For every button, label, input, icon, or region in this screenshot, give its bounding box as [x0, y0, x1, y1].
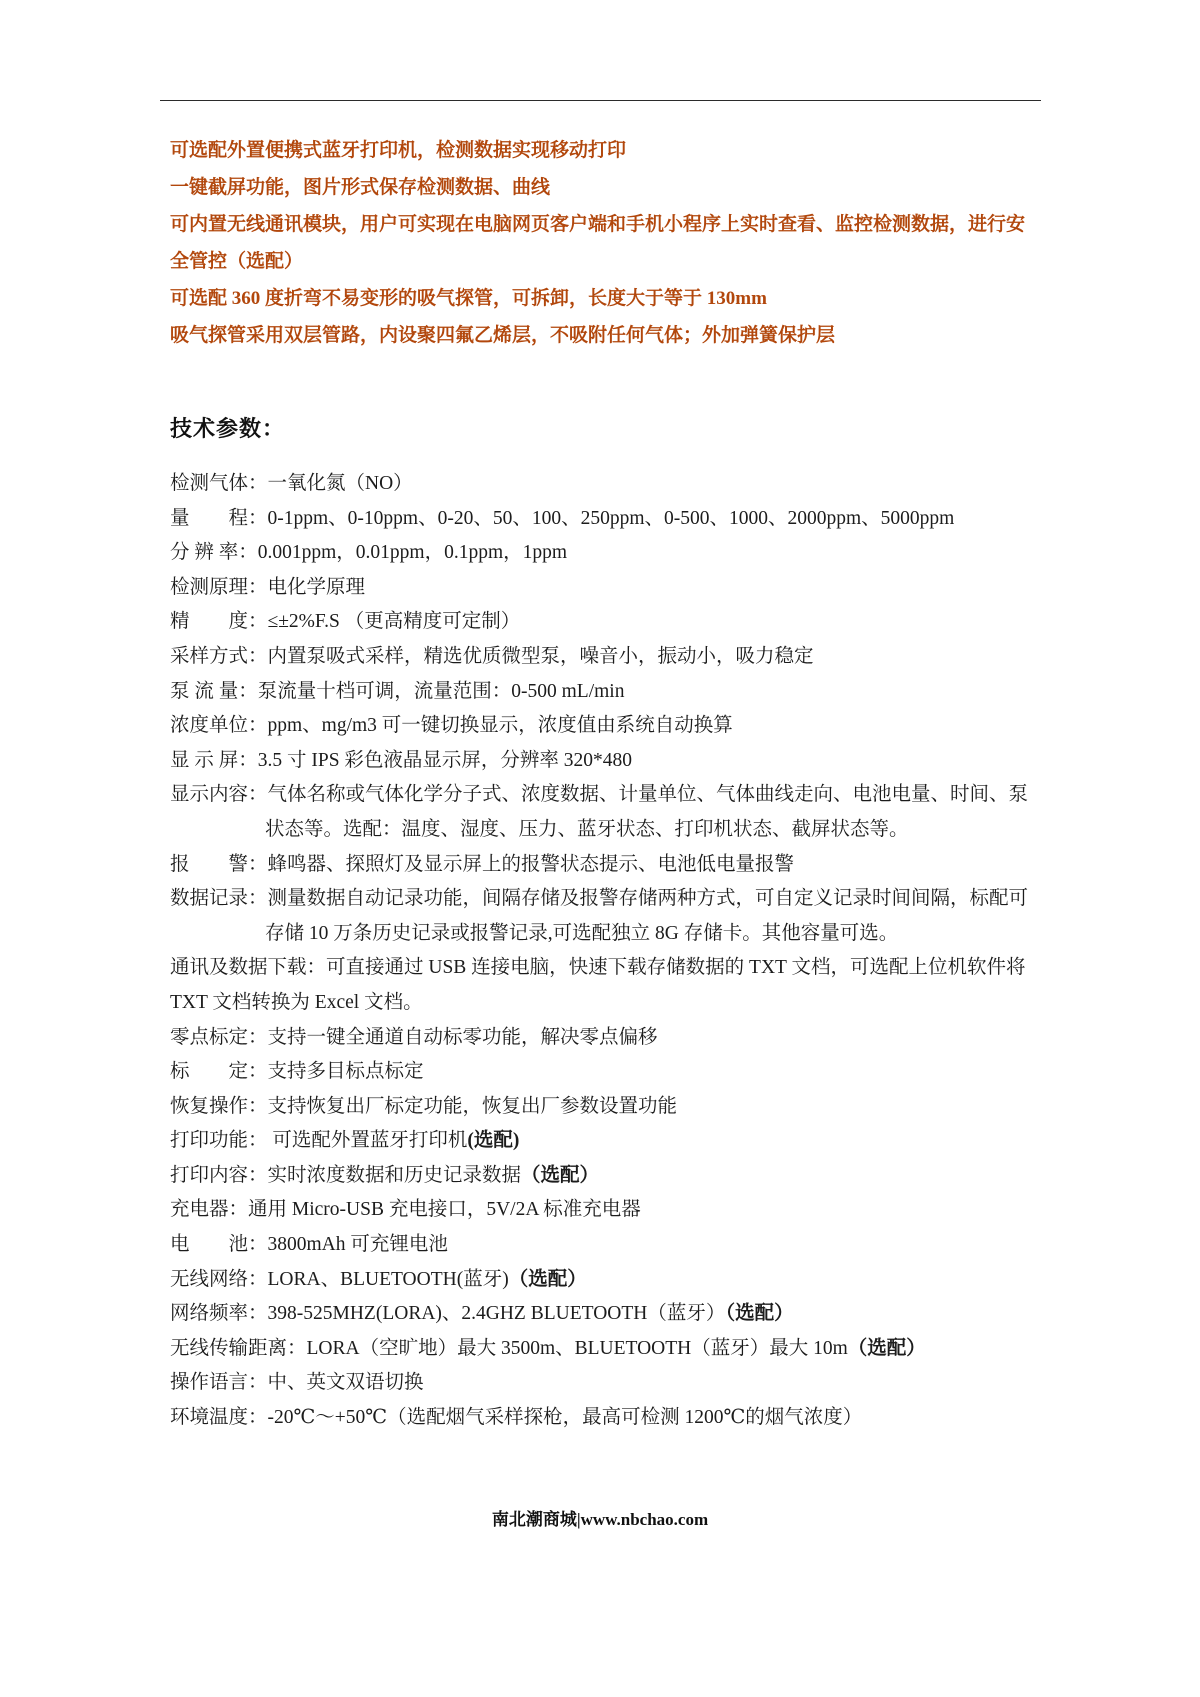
optional-tag: （选配） — [508, 1268, 587, 1290]
spec-line — [170, 1332, 1042, 1367]
spec-line — [170, 709, 1042, 744]
intro-highlights — [170, 132, 1042, 354]
spec-text: 电 池：3800mAh 可充锂电池 — [170, 1234, 448, 1256]
spec-line — [170, 1124, 1042, 1159]
spec-text: 浓度单位：ppm、mg/m3 可一键切换显示，浓度值由系统自动换算 — [170, 715, 733, 737]
spec-text: 无线传输距离：LORA（空旷地）最大 3500m、BLUETOOTH（蓝牙）最大 10m — [170, 1337, 848, 1359]
page-footer: 南北潮商城|www.nbchao.com — [491, 1510, 709, 1529]
spec-text: 充电器：通用 Micro-USB 充电接口，5V/2A 标准充电器 — [170, 1199, 641, 1221]
spec-text: 无线网络：LORA、BLUETOOTH(蓝牙) — [170, 1268, 509, 1290]
optional-tag: （选配） — [521, 1164, 600, 1186]
spec-line — [170, 1055, 1042, 1090]
intro-line: 一键截屏功能，图片形式保存检测数据、曲线 — [170, 177, 551, 198]
spec-text: 标 定：支持多目标点标定 — [170, 1061, 424, 1083]
spec-line — [170, 1021, 1042, 1056]
spec-text: 显 示 屏：3.5 寸 IPS 彩色液晶显示屏，分辨率 320*480 — [170, 749, 633, 771]
spec-line — [170, 882, 1042, 951]
spec-line — [170, 1263, 1042, 1298]
spec-text: 打印内容：实时浓度数据和历史记录数据 — [170, 1164, 522, 1186]
spec-line — [170, 1159, 1042, 1194]
spec-text: 操作语言：中、英文双语切换 — [170, 1372, 424, 1394]
spec-line — [170, 848, 1042, 883]
intro-line: 吸气探管采用双层管路，内设聚四氟乙烯层，不吸附任何气体；外加弹簧保护层 — [170, 325, 836, 346]
spec-line — [170, 1193, 1042, 1228]
spec-line — [170, 571, 1042, 606]
spec-line — [170, 1401, 1042, 1436]
intro-line: 可选配外置便携式蓝牙打印机，检测数据实现移动打印 — [170, 140, 627, 161]
spec-list — [170, 467, 1042, 1436]
spec-text: 量 程：0-1ppm、0-10ppm、0-20、50、100、250ppm、0-500、1000、2000ppm、5000ppm — [170, 507, 955, 529]
spec-line — [170, 744, 1042, 779]
spec-text: 数据记录：测量数据自动记录功能，间隔存储及报警存储两种方式，可自定义记录时间间隔，标配可存储 10 万条历史记录或报警记录,可选配独立 8G 存储卡。其他容量可选。 — [170, 888, 1029, 944]
spec-text: 检测原理：电化学原理 — [170, 576, 366, 598]
spec-line — [170, 502, 1042, 537]
spec-text: 环境温度：-20℃～+50℃（选配烟气采样探枪，最高可检测 1200℃的烟气浓度） — [170, 1407, 863, 1429]
spec-text: 采样方式：内置泵吸式采样，精选优质微型泵，噪音小，振动小，吸力稳定 — [170, 645, 814, 667]
spec-line — [170, 675, 1042, 710]
spec-text: 恢复操作：支持恢复出厂标定功能，恢复出厂参数设置功能 — [170, 1095, 678, 1117]
optional-tag: （选配） — [847, 1337, 926, 1359]
spec-text: 通讯及数据下载：可直接通过 USB 连接电脑，快速下载存储数据的 TXT 文档，可选配上位机软件将 TXT 文档转换为 Excel 文档。 — [170, 957, 1026, 1013]
optional-tag: (选配) — [467, 1130, 520, 1152]
spec-line — [170, 1228, 1042, 1263]
spec-text: 泵 流 量：泵流量十档可调，流量范围：0-500 mL/min — [170, 680, 625, 702]
spec-text: 显示内容：气体名称或气体化学分子式、浓度数据、计量单位、气体曲线走向、电池电量、时间、泵状态等。选配：温度、湿度、压力、蓝牙状态、打印机状态、截屏状态等。 — [170, 784, 1029, 840]
spec-text: 打印功能： 可选配外置蓝牙打印机 — [170, 1130, 468, 1152]
top-divider — [160, 100, 1041, 101]
spec-text: 精 度：≤±2%F.S （更高精度可定制） — [170, 611, 521, 633]
spec-line — [170, 640, 1042, 675]
intro-line: 可选配 360 度折弯不易变形的吸气探管，可拆卸，长度大于等于 130mm — [170, 288, 767, 309]
spec-text: 分 辨 率：0.001ppm，0.01ppm，0.1ppm，1ppm — [170, 542, 568, 564]
spec-text: 零点标定：支持一键全通道自动标零功能，解决零点偏移 — [170, 1026, 658, 1048]
optional-tag: （选配） — [725, 1303, 794, 1325]
intro-line: 可内置无线通讯模块，用户可实现在电脑网页客户端和手机小程序上实时查看、监控检测数据，进行安全管控（选配） — [170, 214, 1026, 272]
spec-line — [170, 951, 1042, 1020]
spec-line — [170, 1297, 1042, 1332]
spec-line — [170, 467, 1042, 502]
spec-text: 网络频率：398-525MHZ(LORA)、2.4GHZ BLUETOOTH（蓝牙） — [170, 1303, 726, 1325]
spec-line — [170, 778, 1042, 847]
spec-line — [170, 1090, 1042, 1125]
spec-line — [170, 536, 1042, 571]
spec-text: 检测气体：一氧化氮（NO） — [170, 473, 413, 494]
spec-line — [170, 1366, 1042, 1401]
section-title: 技术参数： — [170, 416, 286, 441]
spec-line — [170, 605, 1042, 640]
spec-text: 报 警：蜂鸣器、探照灯及显示屏上的报警状态提示、电池低电量报警 — [170, 853, 795, 875]
